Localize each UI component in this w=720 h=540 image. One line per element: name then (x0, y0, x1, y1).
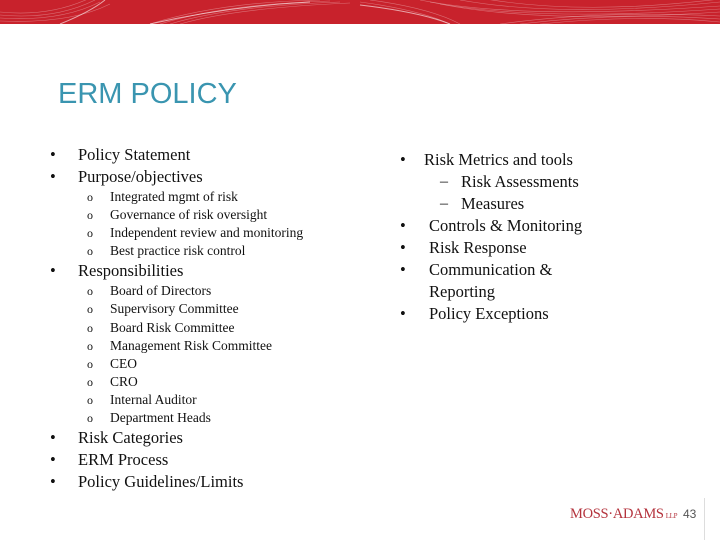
bullet-icon: • (400, 304, 406, 323)
sub-item: o Board Risk Committee (50, 319, 380, 337)
sub-item: o Internal Auditor (50, 391, 380, 409)
bullet-icon: • (50, 428, 56, 448)
bullet-icon: • (50, 450, 56, 470)
sub-item: o Supervisory Committee (50, 300, 380, 318)
dash-bullet-icon: – (440, 173, 448, 190)
sub-item: o Management Risk Committee (50, 337, 380, 355)
sub-item: o Independent review and monitoring (50, 224, 380, 242)
sub-item: – Measures (440, 194, 525, 213)
hollow-bullet-icon: o (87, 392, 93, 407)
list-item-risk-categories: • Risk Categories (50, 428, 183, 448)
sub-item: o Integrated mgmt of risk (50, 188, 380, 206)
hollow-bullet-icon: o (87, 411, 93, 426)
hollow-bullet-icon: o (87, 302, 93, 317)
bullet-icon: • (50, 145, 56, 164)
moss-adams-logo: MOSS·ADAMS LLP (570, 506, 678, 522)
bullet-icon: • (50, 261, 56, 281)
hollow-bullet-icon: o (87, 226, 93, 241)
hollow-bullet-icon: o (87, 208, 93, 223)
footer-divider (704, 498, 705, 540)
page-number: 43 (683, 507, 697, 521)
sub-item: – Risk Assessments (440, 172, 579, 191)
sub-item: o CRO (50, 373, 380, 391)
dash-bullet-icon: – (440, 195, 448, 212)
sub-item: o Board of Directors (50, 282, 380, 300)
list-item-communication-reporting: • Communication & Reporting (400, 260, 553, 301)
bullet-icon: • (400, 216, 406, 235)
list-item-responsibilities: • Responsibilities (50, 261, 184, 281)
hollow-bullet-icon: o (87, 284, 93, 299)
hollow-bullet-icon: o (87, 190, 93, 204)
bullet-icon: • (400, 150, 406, 169)
list-item-controls-monitoring: • Controls & Monitoring (400, 216, 583, 235)
list-item-policy-statement: • Policy Statement (50, 145, 191, 164)
bullet-icon: • (400, 260, 406, 279)
left-bullet-list (50, 144, 380, 493)
sub-item: o Department Heads (50, 409, 380, 427)
hollow-bullet-icon: o (87, 356, 93, 371)
bullet-icon: • (50, 472, 56, 492)
bullet-icon: • (400, 238, 406, 257)
hollow-bullet-icon: o (87, 320, 93, 335)
list-item-purpose-objectives: • Purpose/objectives (50, 167, 203, 186)
right-bullet-list (400, 149, 660, 325)
slide-title: ERM POLICY (58, 78, 237, 110)
list-item-risk-metrics: • Risk Metrics and tools (400, 150, 573, 169)
header-banner (0, 0, 720, 24)
hollow-bullet-icon: o (87, 338, 93, 353)
hollow-bullet-icon: o (87, 244, 93, 259)
list-item-policy-guidelines: • Policy Guidelines/Limits (50, 472, 244, 492)
list-item-risk-response: • Risk Response (400, 238, 527, 257)
sub-item: o Best practice risk control (50, 242, 380, 260)
list-item-policy-exceptions: • Policy Exceptions (400, 304, 549, 323)
list-item-erm-process: • ERM Process (50, 450, 169, 470)
sub-item: o Governance of risk oversight (50, 206, 380, 224)
wave-pattern-decoration (0, 0, 720, 24)
hollow-bullet-icon: o (87, 374, 93, 389)
sub-item: o CEO (50, 355, 380, 373)
bullet-icon: • (50, 167, 56, 186)
